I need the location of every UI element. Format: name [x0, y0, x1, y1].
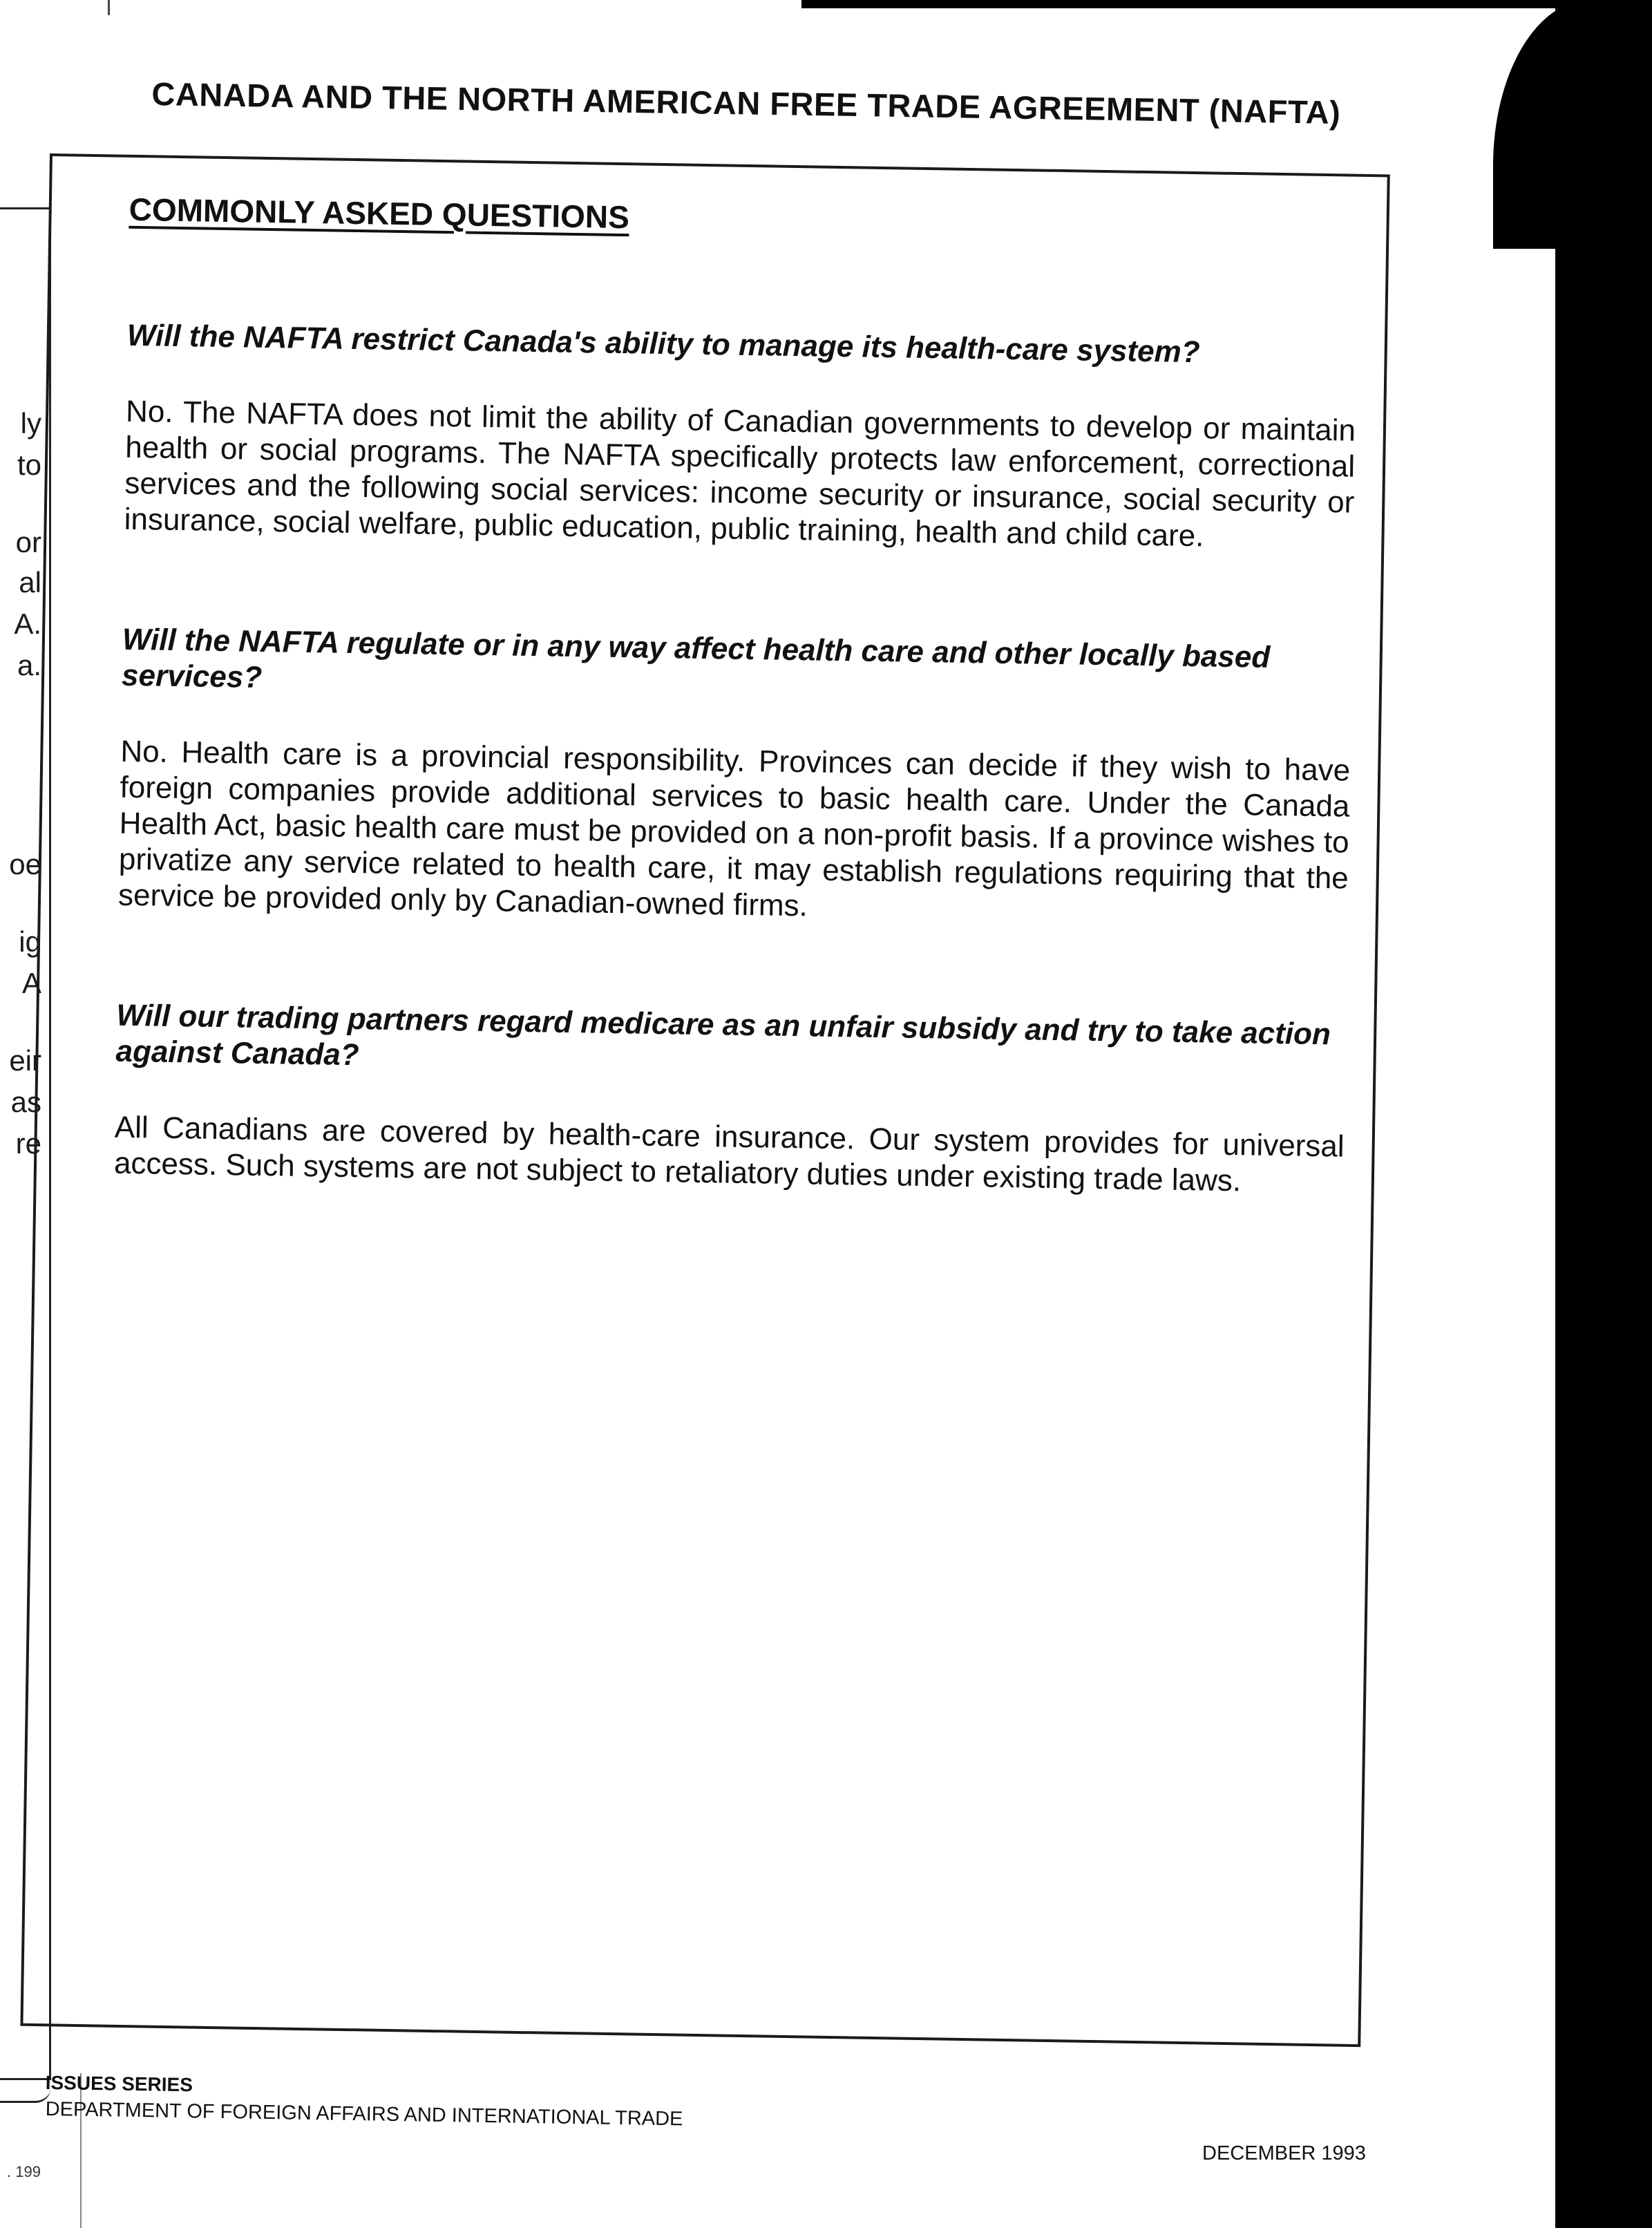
document-title: CANADA AND THE NORTH AMERICAN FREE TRADE AGREEMENT (NAFTA) — [151, 75, 1341, 131]
scan-artifact-tick — [108, 0, 110, 15]
content-frame — [20, 153, 1389, 2047]
left-page-text-fragment: re — [15, 1127, 41, 1160]
content-body — [113, 191, 1359, 1285]
left-page-text-fragment: al — [19, 566, 41, 598]
left-page-text-fragment: as — [10, 1086, 41, 1118]
left-page-text-fragment: eir — [9, 1044, 41, 1077]
footer-date: DECEMBER 1993 — [1202, 2142, 1366, 2164]
question-2: Will the NAFTA regulate or in any way affect health care and other locally based services? — [121, 622, 1271, 695]
left-page-text-fragment: a. — [17, 649, 41, 681]
question-3: Will our trading partners regard medicare as an unfair subsidy and try to take action against Canada? — [115, 998, 1331, 1073]
left-page-curve — [0, 2087, 51, 2103]
footer-series: ISSUES SERIES — [45, 2072, 193, 2096]
answer-1: No. The NAFTA does not limit the ability of Canadian governments to develop or maintain health or social programs. The NAFTA specifically protects law enforcement, correctional services and the following social services: income security or insurance, social security or insurance, social welfare, public education, public training, health and child care. — [124, 394, 1356, 554]
left-page-text-fragment: A — [21, 967, 41, 999]
answer-2: No. Health care is a provincial responsibility. Provinces can decide if they wish to have foreign companies provide additional services to basic health care. Under the Canada Health Act, basic health care must be provided on a non-profit basis. If a province wishes to privatize any service related to health care, it may establish regulations requiring that the service be provided only by Canadian-owned firms. — [117, 734, 1351, 923]
scan-edge-top — [801, 0, 1652, 8]
section-heading: COMMONLY ASKED QUESTIONS — [129, 191, 630, 236]
answer-3: All Canadians are covered by health-care insurance. Our system provides for universal access. Such systems are not subject to retaliatory duties under existing trade laws. — [113, 1110, 1345, 1198]
left-page-text-fragment: or — [15, 526, 41, 558]
scan-edge-right — [1555, 0, 1652, 2228]
left-page-year: . 199 — [7, 2163, 41, 2180]
scan-fold-line — [80, 2073, 82, 2228]
left-page-text-fragment: to — [17, 449, 41, 481]
footer-department: DEPARTMENT OF FOREIGN AFFAIRS AND INTERNATIONAL TRADE — [45, 2098, 683, 2131]
left-page-text-fragment: ig — [19, 925, 41, 958]
left-page-text-fragment: ly — [20, 407, 41, 440]
left-page-text-fragment: A. — [14, 607, 41, 640]
question-1: Will the NAFTA restrict Canada's ability to manage its health-care system? — [126, 318, 1200, 370]
left-page-text-fragment: oe — [9, 848, 41, 880]
